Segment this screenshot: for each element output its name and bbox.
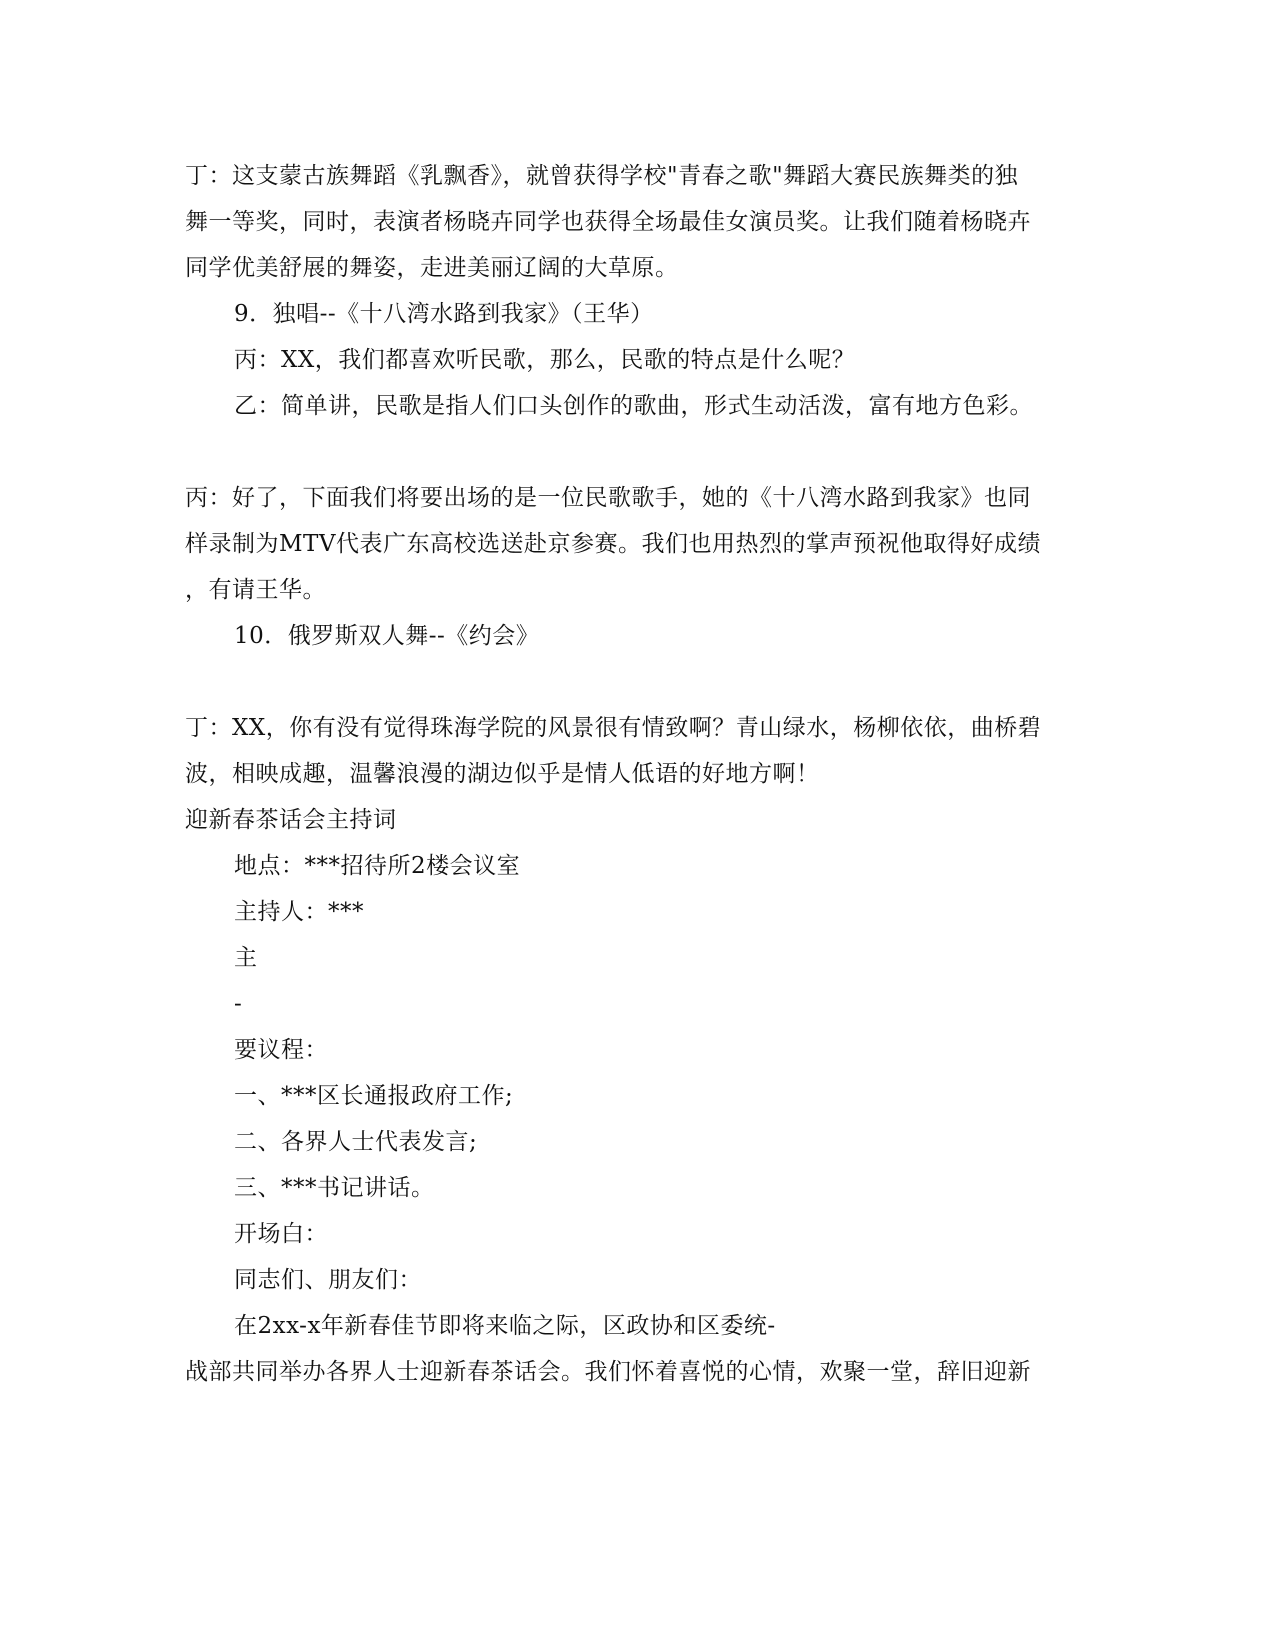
paragraph-line: 主 bbox=[234, 945, 258, 971]
agenda-item: 一、***区长通报政府工作; bbox=[234, 1083, 514, 1109]
paragraph-line: 丁：这支蒙古族舞蹈《乳飘香》，就曾获得学校"青春之歌"舞蹈大赛民族舞类的独 bbox=[185, 163, 1019, 189]
paragraph-line: 要议程： bbox=[234, 1037, 328, 1063]
paragraph-line: 开场白： bbox=[234, 1221, 328, 1247]
paragraph-line: 丙：XX，我们都喜欢听民歌，那么，民歌的特点是什么呢？ bbox=[234, 347, 856, 373]
paragraph-line: 波，相映成趣，温馨浪漫的湖边似乎是情人低语的好地方啊！ bbox=[185, 761, 820, 787]
paragraph-line: 在2xx-x年新春佳节即将来临之际，区政协和区委统- bbox=[234, 1313, 776, 1339]
agenda-item: 二、各界人士代表发言; bbox=[234, 1129, 478, 1155]
paragraph-line: 乙：简单讲，民歌是指人们口头创作的歌曲，形式生动活泼，富有地方色彩。 bbox=[234, 393, 1033, 419]
agenda-item: 三、***书记讲话。 bbox=[234, 1175, 435, 1201]
paragraph-line: 舞一等奖，同时，表演者杨晓卉同学也获得全场最佳女演员奖。让我们随着杨晓卉 bbox=[185, 209, 1031, 235]
paragraph-line: 丁：XX，你有没有觉得珠海学院的风景很有情致啊？青山绿水，杨柳依依，曲桥碧 bbox=[185, 715, 1042, 741]
paragraph-line: 地点：***招待所2楼会议室 bbox=[234, 853, 521, 879]
paragraph-line: 丙：好了，下面我们将要出场的是一位民歌歌手，她的《十八湾水路到我家》也同 bbox=[185, 485, 1031, 511]
program-item: 10．俄罗斯双人舞--《约会》 bbox=[234, 623, 540, 649]
paragraph-line: 战部共同举办各界人士迎新春茶话会。我们怀着喜悦的心情，欢聚一堂，辞旧迎新 bbox=[185, 1359, 1031, 1385]
section-title: 迎新春茶话会主持词 bbox=[185, 807, 397, 833]
paragraph-line: 样录制为MTV代表广东高校选送赴京参赛。我们也用热烈的掌声预祝他取得好成绩 bbox=[185, 531, 1042, 557]
paragraph-line: - bbox=[234, 991, 243, 1017]
paragraph-line: 同学优美舒展的舞姿，走进美丽辽阔的大草原。 bbox=[185, 255, 679, 281]
paragraph-line: 同志们、朋友们： bbox=[234, 1267, 422, 1293]
paragraph-line: ，有请王华。 bbox=[185, 577, 326, 603]
paragraph-line: 主持人：*** bbox=[234, 899, 364, 925]
program-item: 9．独唱--《十八湾水路到我家》（王华） bbox=[234, 301, 654, 327]
